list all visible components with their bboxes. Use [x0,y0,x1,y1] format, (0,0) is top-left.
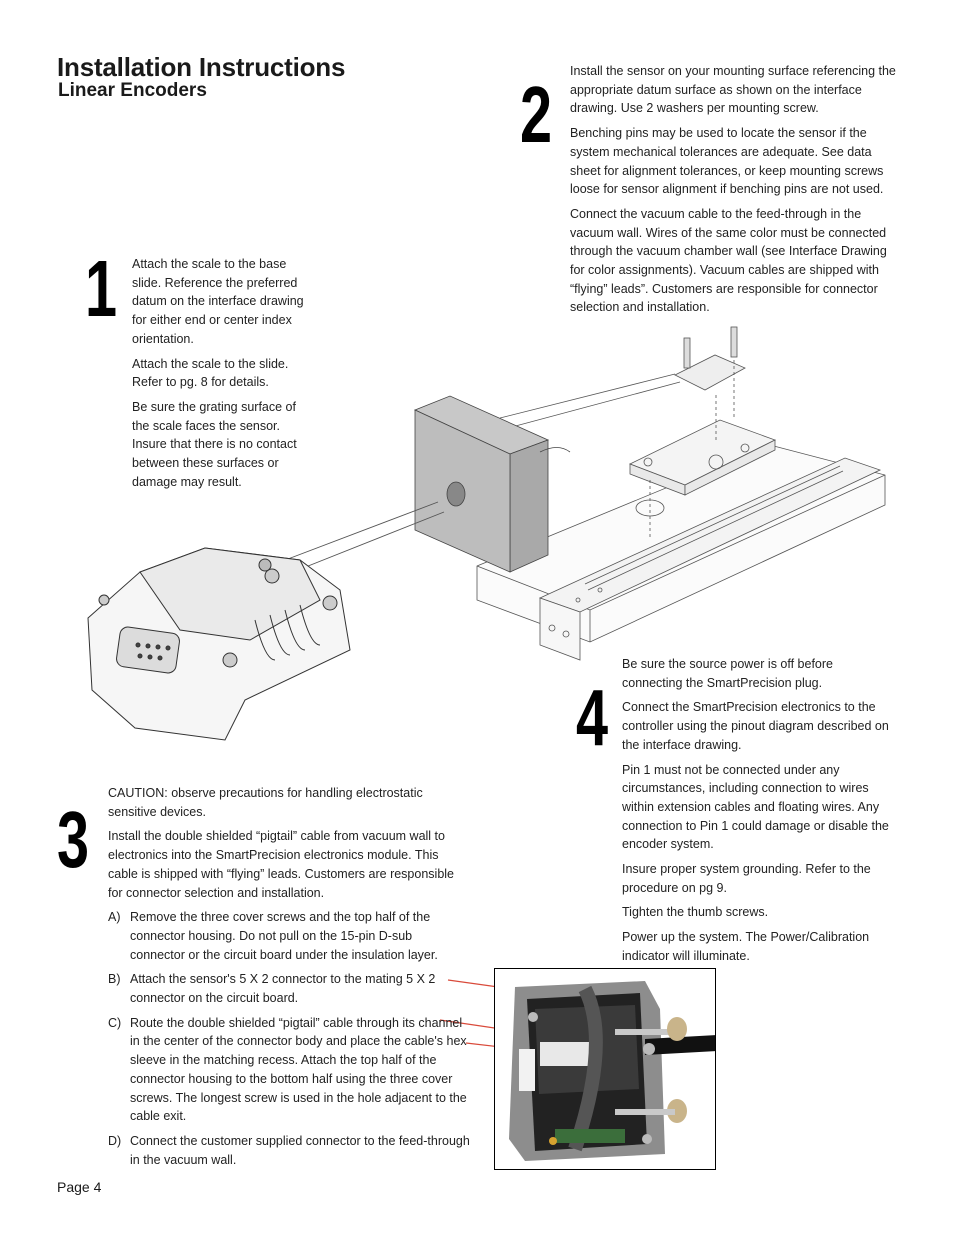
list-item-text: Attach the sensor's 5 X 2 connector to the mating 5 X 2 connector on the circuit board. [130,972,436,1006]
step-4-text [622,655,890,972]
vacuum-wall-drawing [415,396,570,572]
step-3-paragraph: Install the double shielded “pigtail” cable from vacuum wall to electronics into the SmartPrecision electronics module. This cable is shipped with “flying” leads. Customers are responsible for connector selection and installation. [108,829,454,900]
step-2-paragraph: Connect the vacuum cable to the feed-through in the vacuum wall. Wires of the same color must be connected through the vacuum chamber wall (see Interface Drawing for color assignments). Vacuum cables are shipped with “flying” leads”. Customers are responsible for connector selection and installation. [570,206,887,315]
list-item [108,970,470,1007]
step-1-paragraph: Attach the scale to the slide. Refer to pg. 8 for details. [132,356,289,390]
list-item-label: B) [108,972,121,987]
step-4-paragraph: Connect the SmartPrecision electronics to the controller using the pinout diagram described on the interface drawing. [622,700,889,752]
step-4-paragraph: Power up the system. The Power/Calibration indicator will illuminate. [622,930,870,963]
list-item-label: A) [108,910,121,925]
step-1-text [132,255,307,497]
step-4-paragraph: Insure proper system grounding. Refer to the procedure on pg 9. [622,862,871,895]
step-number-4: 4 [576,673,609,762]
step-number-2: 2 [520,70,553,159]
list-item-label: C) [108,1015,122,1030]
electronics-module-drawing [88,548,350,740]
step-2-paragraph: Benching pins may be used to locate the sensor if the system mechanical tolerances are adequate. See data sheet for alignment tolerances, or keep mounting screws loose for sensor alignment if benching pins are not used. [570,126,884,197]
step-1-paragraph: Be sure the grating surface of the scale faces the sensor. Insure that there is no contact between these surfaces or damage may result. [132,399,297,489]
step-1-paragraph: Attach the scale to the base slide. Reference the preferred datum on the interface drawing for either end or center index orientation. [132,257,304,346]
step-2-paragraph: Install the sensor on your mounting surface referencing the appropriate datum surface as shown on the interface drawing. Use 2 washers per mounting screw. [570,64,896,116]
step-3-text [108,784,470,1175]
step-3-sublist [108,908,470,1169]
list-item-label: D) [108,1133,122,1148]
connector-photo-drawing [495,969,716,1170]
step-3-paragraph: CAUTION: observe precautions for handling electrostatic sensitive devices. [108,786,423,819]
list-item-text: Connect the customer supplied connector to the feed-through in the vacuum wall. [130,1133,470,1167]
step-4-paragraph: Pin 1 must not be connected under any circumstances, including connection to wires within extension cables and floating wires. Any connection to Pin 1 could damage or disable the encoder system. [622,762,889,852]
list-item-text: Route the double shielded “pigtail” cable through its channel in the center of the connector body and place the cable's hex sleeve in the matching recess. Attach the top half of the connector housing to the bottom half using the three cover screws. The longest screw is used in the hole adjacent to the cable exit. [130,1015,467,1124]
connector-housing-photo [494,968,716,1170]
step-number-1: 1 [85,244,118,333]
step-4-paragraph: Tighten the thumb screws. [622,905,769,920]
list-item [108,1014,470,1126]
list-item [108,1132,470,1169]
step-number-3: 3 [57,795,90,884]
list-item-text: Remove the three cover screws and the top half of the connector housing. Do not pull on the 15-pin D-sub connector or the circuit board under the insulation layer. [130,910,438,962]
page-number: Page 4 [57,1179,102,1195]
page-title: Installation Instructions [57,52,346,82]
page-subtitle: Linear Encoders [58,80,207,101]
step-4-paragraph: Be sure the source power is off before connecting the SmartPrecision plug. [622,657,833,690]
step-2-text [570,62,900,323]
list-item [108,908,470,964]
